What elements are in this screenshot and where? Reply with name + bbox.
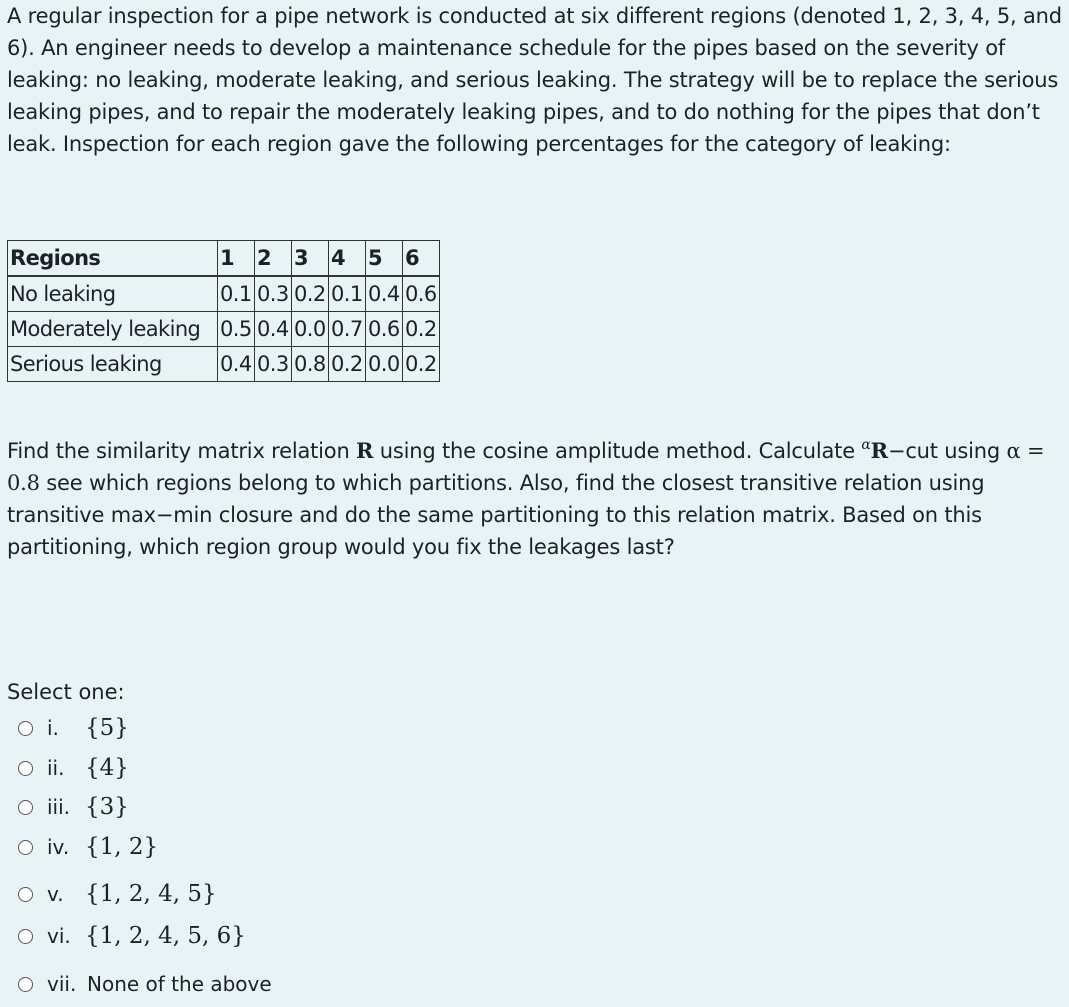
prompt-text: Find the similarity matrix relation (7, 439, 357, 463)
relation-symbol: R (356, 438, 374, 463)
table-cell: 0.3 (255, 276, 292, 312)
option-vii[interactable] (18, 967, 272, 1001)
option-number: v. (47, 882, 64, 906)
prompt-text: −cut using (887, 439, 1007, 463)
table-cell: 0.1 (218, 276, 255, 312)
option-text: {3} (85, 794, 129, 820)
table-cell: 0.0 (292, 312, 329, 347)
table-cell: 0.4 (366, 276, 403, 312)
table-cell: 0.6 (366, 312, 403, 347)
table-header-cell: 2 (255, 241, 292, 277)
option-v[interactable] (18, 877, 217, 911)
option-i[interactable] (18, 711, 129, 745)
table-cell: 0.3 (255, 347, 292, 382)
alpha-value: α = 0.8 (7, 439, 1045, 495)
radio-button[interactable] (18, 887, 33, 902)
option-ii[interactable] (18, 751, 129, 785)
radio-button[interactable] (18, 721, 33, 736)
radio-button[interactable] (18, 977, 33, 992)
table-cell: 0.2 (292, 276, 329, 312)
table-cell: 0.2 (403, 347, 440, 382)
table-cell: 0.0 (366, 347, 403, 382)
option-text: {1, 2, 4, 5, 6} (85, 923, 246, 949)
table-cell: 0.4 (218, 347, 255, 382)
relation-symbol: R (870, 438, 888, 463)
prompt-text: see which regions belong to which partitions. Also, find the closest transitive relation using transitive max−min closure and do the same partitioning to this relation matrix. Based on this partitioning, which region group would you fix the leakages last? (7, 471, 985, 559)
option-number: i. (47, 716, 59, 740)
option-number: vii. (47, 972, 77, 996)
table-cell: 0.2 (403, 312, 440, 347)
option-number: vi. (47, 924, 71, 948)
radio-button[interactable] (18, 800, 33, 815)
select-one-label: Select one: (7, 680, 125, 704)
table-header-cell: 4 (329, 241, 366, 277)
option-text: {1, 2} (85, 834, 159, 860)
option-text: None of the above (87, 972, 272, 996)
option-text: {1, 2, 4, 5} (85, 881, 217, 907)
alpha-superscript: α (861, 437, 871, 453)
radio-button[interactable] (18, 761, 33, 776)
option-vi[interactable] (18, 919, 246, 953)
radio-button[interactable] (18, 929, 33, 944)
table-cell: 0.8 (292, 347, 329, 382)
option-number: ii. (47, 756, 65, 780)
table-row (8, 347, 440, 382)
row-label: Serious leaking (8, 347, 218, 382)
table-cell: 0.6 (403, 276, 440, 312)
table-cell: 0.7 (329, 312, 366, 347)
table-header-cell: 1 (218, 241, 255, 277)
row-label: No leaking (8, 276, 218, 312)
row-label: Moderately leaking (8, 312, 218, 347)
option-number: iii. (47, 795, 71, 819)
table-header-cell: 3 (292, 241, 329, 277)
table-cell: 0.1 (329, 276, 366, 312)
option-text: {4} (85, 755, 129, 781)
option-iv[interactable] (18, 830, 158, 864)
option-iii[interactable] (18, 790, 129, 824)
table-header-row (8, 241, 440, 277)
table-header-cell: Regions (8, 241, 218, 277)
leaking-table (7, 240, 440, 382)
table-cell: 0.5 (218, 312, 255, 347)
question-intro: A regular inspection for a pipe network is conducted at six different regions (denoted 1, 2, 3, 4, 5, and 6). An engineer needs to develop a maintenance schedule for the pipes based on the severity of leaking: no leaking, moderate leaking, and serious leaking. The strategy will be to replace the serious leaking pipes, and to repair the moderately leaking pipes, and to do nothing for the pipes that don’t leak. Inspection for each region gave the following percentages for the category of leaking: (7, 4, 1062, 156)
option-text: {5} (85, 715, 129, 741)
table-header-cell: 6 (403, 241, 440, 277)
table-row (8, 312, 440, 347)
radio-button[interactable] (18, 840, 33, 855)
prompt-text: using the cosine amplitude method. Calculate (373, 439, 862, 463)
question-prompt (7, 429, 1065, 563)
table-cell: 0.4 (255, 312, 292, 347)
table-cell: 0.2 (329, 347, 366, 382)
table-row (8, 276, 440, 312)
table-header-cell: 5 (366, 241, 403, 277)
option-number: iv. (47, 835, 70, 859)
